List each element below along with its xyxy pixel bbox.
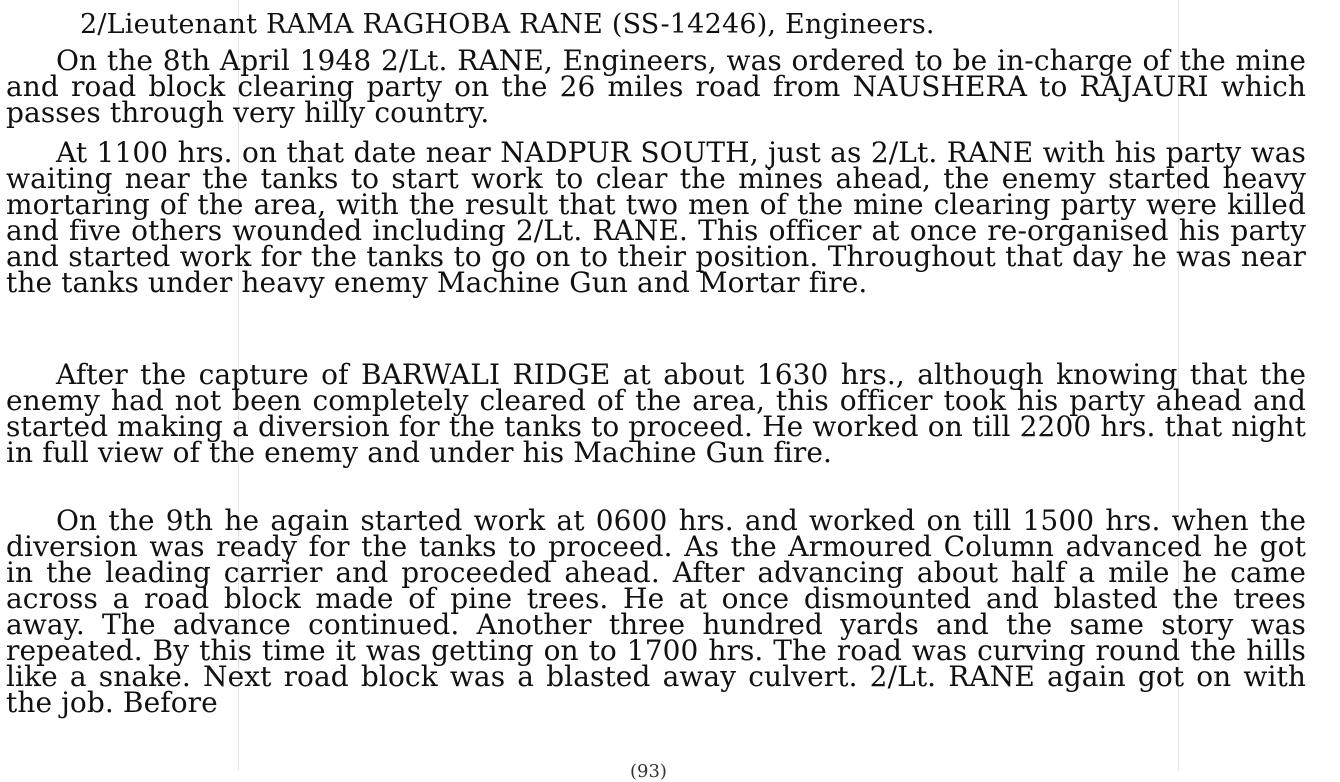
paragraph-2: At 1100 hrs. on that date near NADPUR SOUTH, just as 2/Lt. RANE with his party was waiting near the tanks to start work to clear the mines ahead, the enemy started heavy mortaring of the area, with the result that two men of the mine clearing party were killed and five others wounded including 2/Lt. RANE. This officer at once re-organised his party and started work for the tanks to go on to their position. Throughout that day he was near the tanks under heavy enemy Machine Gun and Mortar fire. [6,136,1306,299]
page-number: (93) [630,761,667,782]
paragraph-3: After the capture of BARWALI RIDGE at about 1630 hrs., although knowing that the enemy had not been completely cleared of the area, this officer took his party ahead and started making a diversion for the tanks to proceed. He worked on till 2200 hrs. that night in full view of the enemy and under his Machine Gun fire. [6,358,1306,469]
paragraph-1: On the 8th April 1948 2/Lt. RANE, Engineers, was ordered to be in-charge of the mine and road block clearing party on the 26 miles road from NAUSHERA to RAJAURI which passes through very hilly country. [6,44,1306,129]
document-title: 2/Lieutenant RAMA RAGHOBA RANE (SS-14246), Engineers. [80,9,935,40]
paragraph-4: On the 9th he again started work at 0600 hrs. and worked on till 1500 hrs. when the diversion was ready for the tanks to proceed. As the Armoured Column advanced he got in the leading carrier and proceeded ahead. After advancing about half a mile he came across a road block made of pine trees. He at once dismounted and blasted the trees away. The advance continued. Another three hundred yards and the same story was repeated. By this time it was getting on to 1700 hrs. The road was curving round the hills like a snake. Next road block was a blasted away culvert. 2/Lt. RANE again got on with the job. Before [6,504,1306,719]
